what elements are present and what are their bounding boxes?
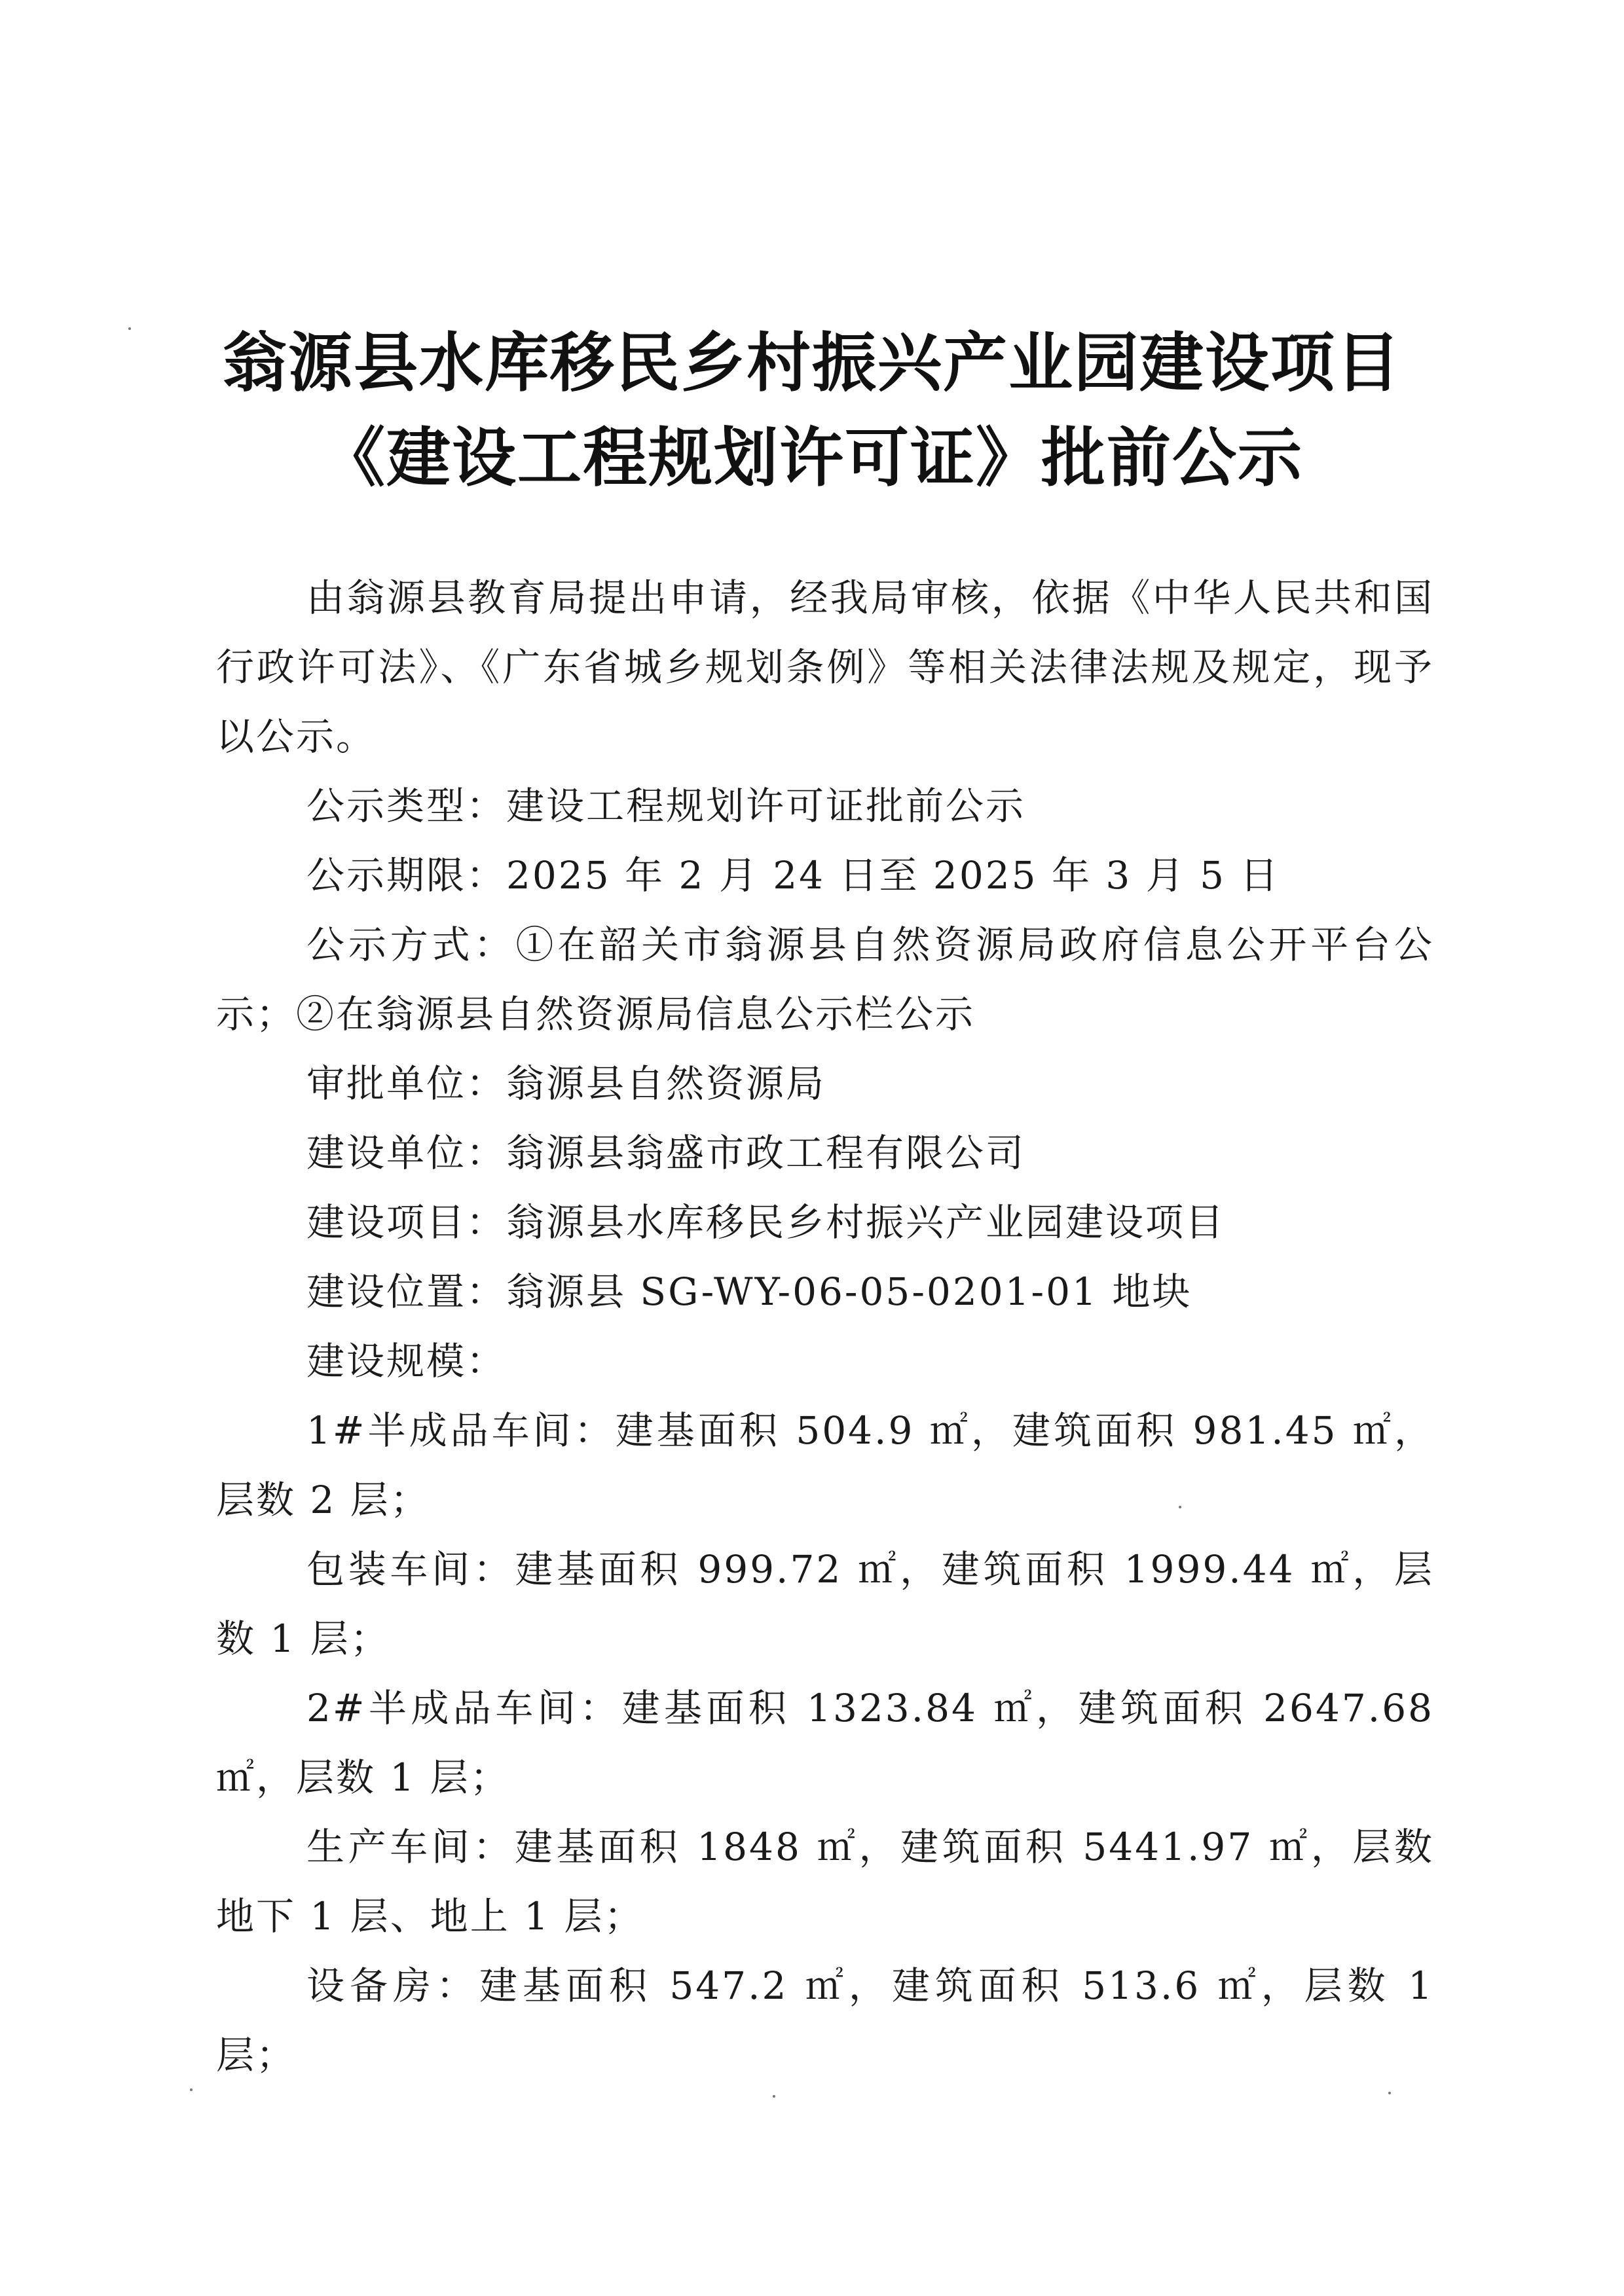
scan-speck <box>190 2088 193 2091</box>
scan-speck <box>128 327 131 330</box>
scan-speck <box>1179 1506 1181 1508</box>
notice-period: 公示期限：2025 年 2 月 24 日至 2025 年 3 月 5 日 <box>306 853 1280 898</box>
construction-unit: 建设单位：翁源县翁盛市政工程有限公司 <box>306 1131 1026 1175</box>
scan-speck <box>773 2095 775 2098</box>
construction-project: 建设项目：翁源县水库移民乡村振兴产业园建设项目 <box>306 1200 1226 1245</box>
document-body <box>216 563 1434 2090</box>
scan-speck <box>1388 2092 1391 2094</box>
scale-item-packaging: 包装车间：建基面积 999.72 ㎡，建筑面积 1999.44 ㎡，层数 1 层； <box>216 1547 1434 1661</box>
construction-scale-heading: 建设规模： <box>306 1339 507 1383</box>
approval-unit: 审批单位：翁源县自然资源局 <box>306 1061 826 1106</box>
scale-item-semi-finished-2: 2#半成品车间：建基面积 1323.84 ㎡，建筑面积 2647.68 ㎡，层数 1 层； <box>216 1686 1434 1800</box>
notice-method: 公示方式：①在韶关市翁源县自然资源局政府信息公开平台公示；②在翁源县自然资源局信息公示栏公示 <box>216 922 1434 1036</box>
scale-item-equipment-room: 设备房：建基面积 547.2 ㎡，建筑面积 513.6 ㎡，层数 1 层； <box>216 1963 1434 2077</box>
title-line-2: 《建设工程规划许可证》批前公示 <box>320 421 1303 496</box>
construction-location: 建设位置：翁源县 SG-WY-06-05-0201-01 地块 <box>306 1269 1192 1314</box>
intro-paragraph: 由翁源县教育局提出申请，经我局审核，依据《中华人民共和国行政许可法》、《广东省城乡规划条例》等相关法律法规及规定，现予以公示。 <box>216 575 1434 759</box>
notice-type: 公示类型：建设工程规划许可证批前公示 <box>306 784 1026 828</box>
scale-item-production: 生产车间：建基面积 1848 ㎡，建筑面积 5441.97 ㎡，层数地下 1 层、地上 1 层； <box>216 1825 1434 1939</box>
title-line-1: 翁源县水库移民乡村振兴产业园建设项目 <box>222 326 1401 401</box>
scale-item-semi-finished-1: 1#半成品车间：建基面积 504.9 ㎡，建筑面积 981.45 ㎡，层数 2 层； <box>216 1408 1434 1522</box>
